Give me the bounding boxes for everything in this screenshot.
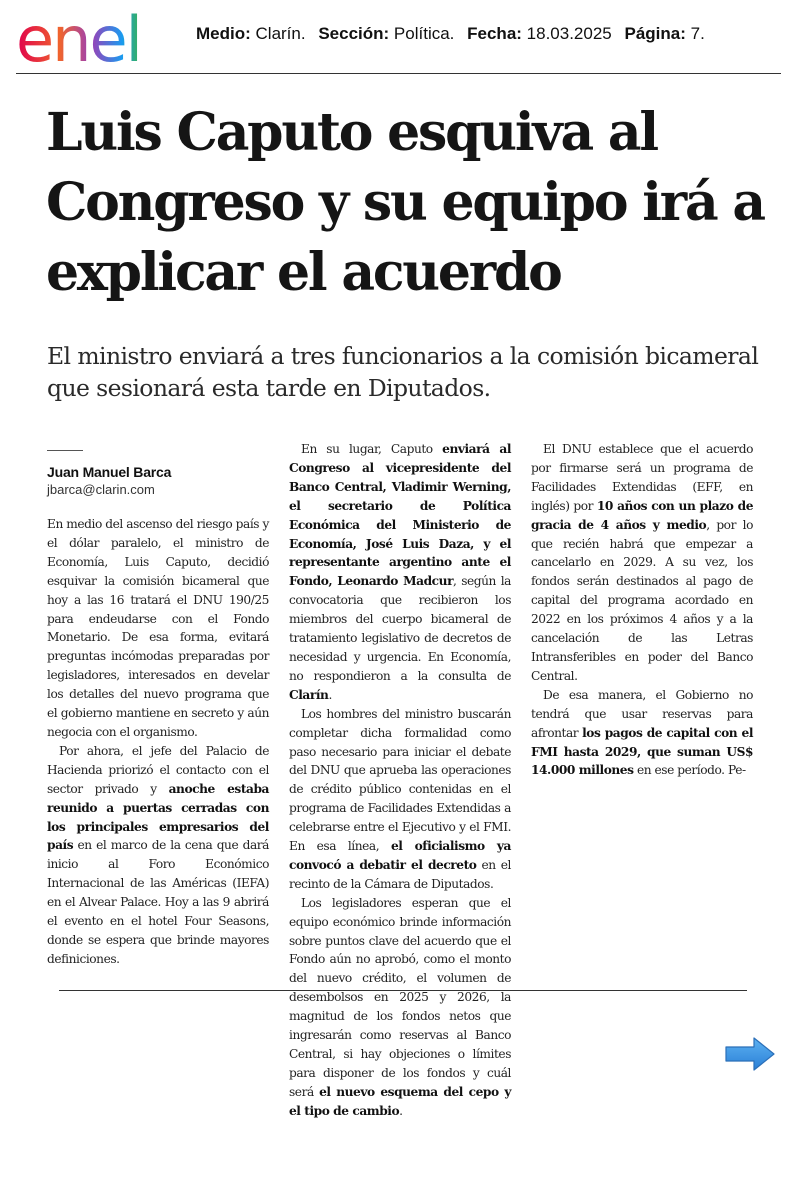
paragraph-1: En medio del ascenso del riesgo país y el dólar paralelo, el ministro de Economía, Luis Caputo, decidió esquivar la comisión bicameral que hoy a las 16 tratará el DNU 190/25 para endeudarse con el Fondo Monetario. De esa forma, evitará preguntas incómodas preparadas por legisladores, interesados en develar los detalles del nuevo programa que el gobierno mantiene en secreto y aún negocia con el organismo.: [47, 517, 269, 739]
paragraph-2: Por ahora, el jefe del Palacio de Hacienda priorizó el contacto con el sector privado y anoche estaba reunido a puertas cerradas con los principales empresarios del país en el marco de la cena que dará inicio al Foro Económico Internacional de las Américas (IEFA) en el Alvear Palace. Hoy a las 9 abrirá el evento en el hotel Four Seasons, donde se espera que brinde mayores definiciones.: [47, 743, 269, 966]
column-1: [47, 446, 269, 969]
seccion-label: Sección:: [318, 24, 390, 43]
byline-divider: [47, 450, 83, 451]
paragraph-7: De esa manera, el Gobierno no tendrá que usar reservas para afrontar los pagos de capital con el FMI hasta 2029, que suman US$ 14.000 millones en ese período. Pe-: [531, 687, 754, 778]
subheadline: El ministro enviará a tres funcionarios a la comisión bicameral que sesionará esta tarde en Diputados.: [47, 342, 759, 402]
medio-label: Medio:: [196, 24, 251, 43]
clipping-header: [0, 0, 800, 76]
column-3: [531, 440, 753, 780]
author-name: Juan Manuel Barca: [47, 464, 172, 480]
seccion-value: Política.: [393, 24, 455, 43]
author-email[interactable]: jbarca@clarin.com: [47, 482, 155, 497]
arrow-right-icon[interactable]: [724, 1036, 776, 1072]
paragraph-6: El DNU establece que el acuerdo por firmarse será un programa de Facilidades Extendidas (EFF, en inglés) por 10 años con un plazo de gracia de 4 años y medio, por lo que recién habrá que empezar a cancelarlo en 2029. A su vez, los fondos serán destinados al pago de capital del programa acordado en 2022 en los próximos 4 años y a la cancelación de las Letras Intransferibles en poder del Banco Central.: [531, 442, 753, 683]
header-divider: [16, 73, 781, 74]
paragraph-4: Los hombres del ministro buscarán completar dicha formalidad como paso necesario para iniciar el debate del DNU que aprueba las operaciones de crédito público contenidas en el programa de Facilidades Extendidas a celebrarse entre el Ejecutivo y el FMI. En esa línea, el oficialismo ya convocó a debatir el decreto en el recinto de la Cámara de Diputados.: [289, 706, 511, 891]
paragraph-3: En su lugar, Caputo enviará al Congreso al vicepresidente del Banco Central, Vladimir Werning, el secretario de Política Económica del Ministerio de Economía, José Luis Daza, y el representante argentino ante el Fondo, Leonardo Madcur, según la convocatoria que recibieron los miembros del cuerpo bicameral de tratamiento legislativo de decretos de necesidad y urgencia. En Economía, no respondieron a la consulta de Clarín.: [289, 442, 512, 702]
column-2: [289, 440, 511, 1121]
medio-value: Clarín.: [255, 24, 306, 43]
fecha-label: Fecha:: [467, 24, 522, 43]
enel-logo: [16, 6, 172, 68]
svg-text:enel: enel: [16, 6, 141, 68]
clipping-meta: [196, 24, 705, 44]
footer-divider: [59, 990, 747, 991]
pagina-value: 7.: [690, 24, 705, 43]
headline: Luis Caputo esquiva al Congreso y su equipo irá a explicar el acuerdo: [46, 102, 764, 303]
fecha-value: 18.03.2025: [526, 24, 612, 43]
pagina-label: Página:: [624, 24, 686, 43]
paragraph-5: Los legisladores esperan que el equipo económico brinde información sobre puntos clave del acuerdo que el Fondo aún no aprobó, como el monto del nuevo crédito, el volumen de desembolsos en 2025 y 2026, la magnitud de los fondos netos que ingresarán como reservas al Banco Central, si hay objeciones o límites para disponer de los fondos y cuál será el nuevo esquema del cepo y el tipo de cambio.: [289, 895, 511, 1118]
